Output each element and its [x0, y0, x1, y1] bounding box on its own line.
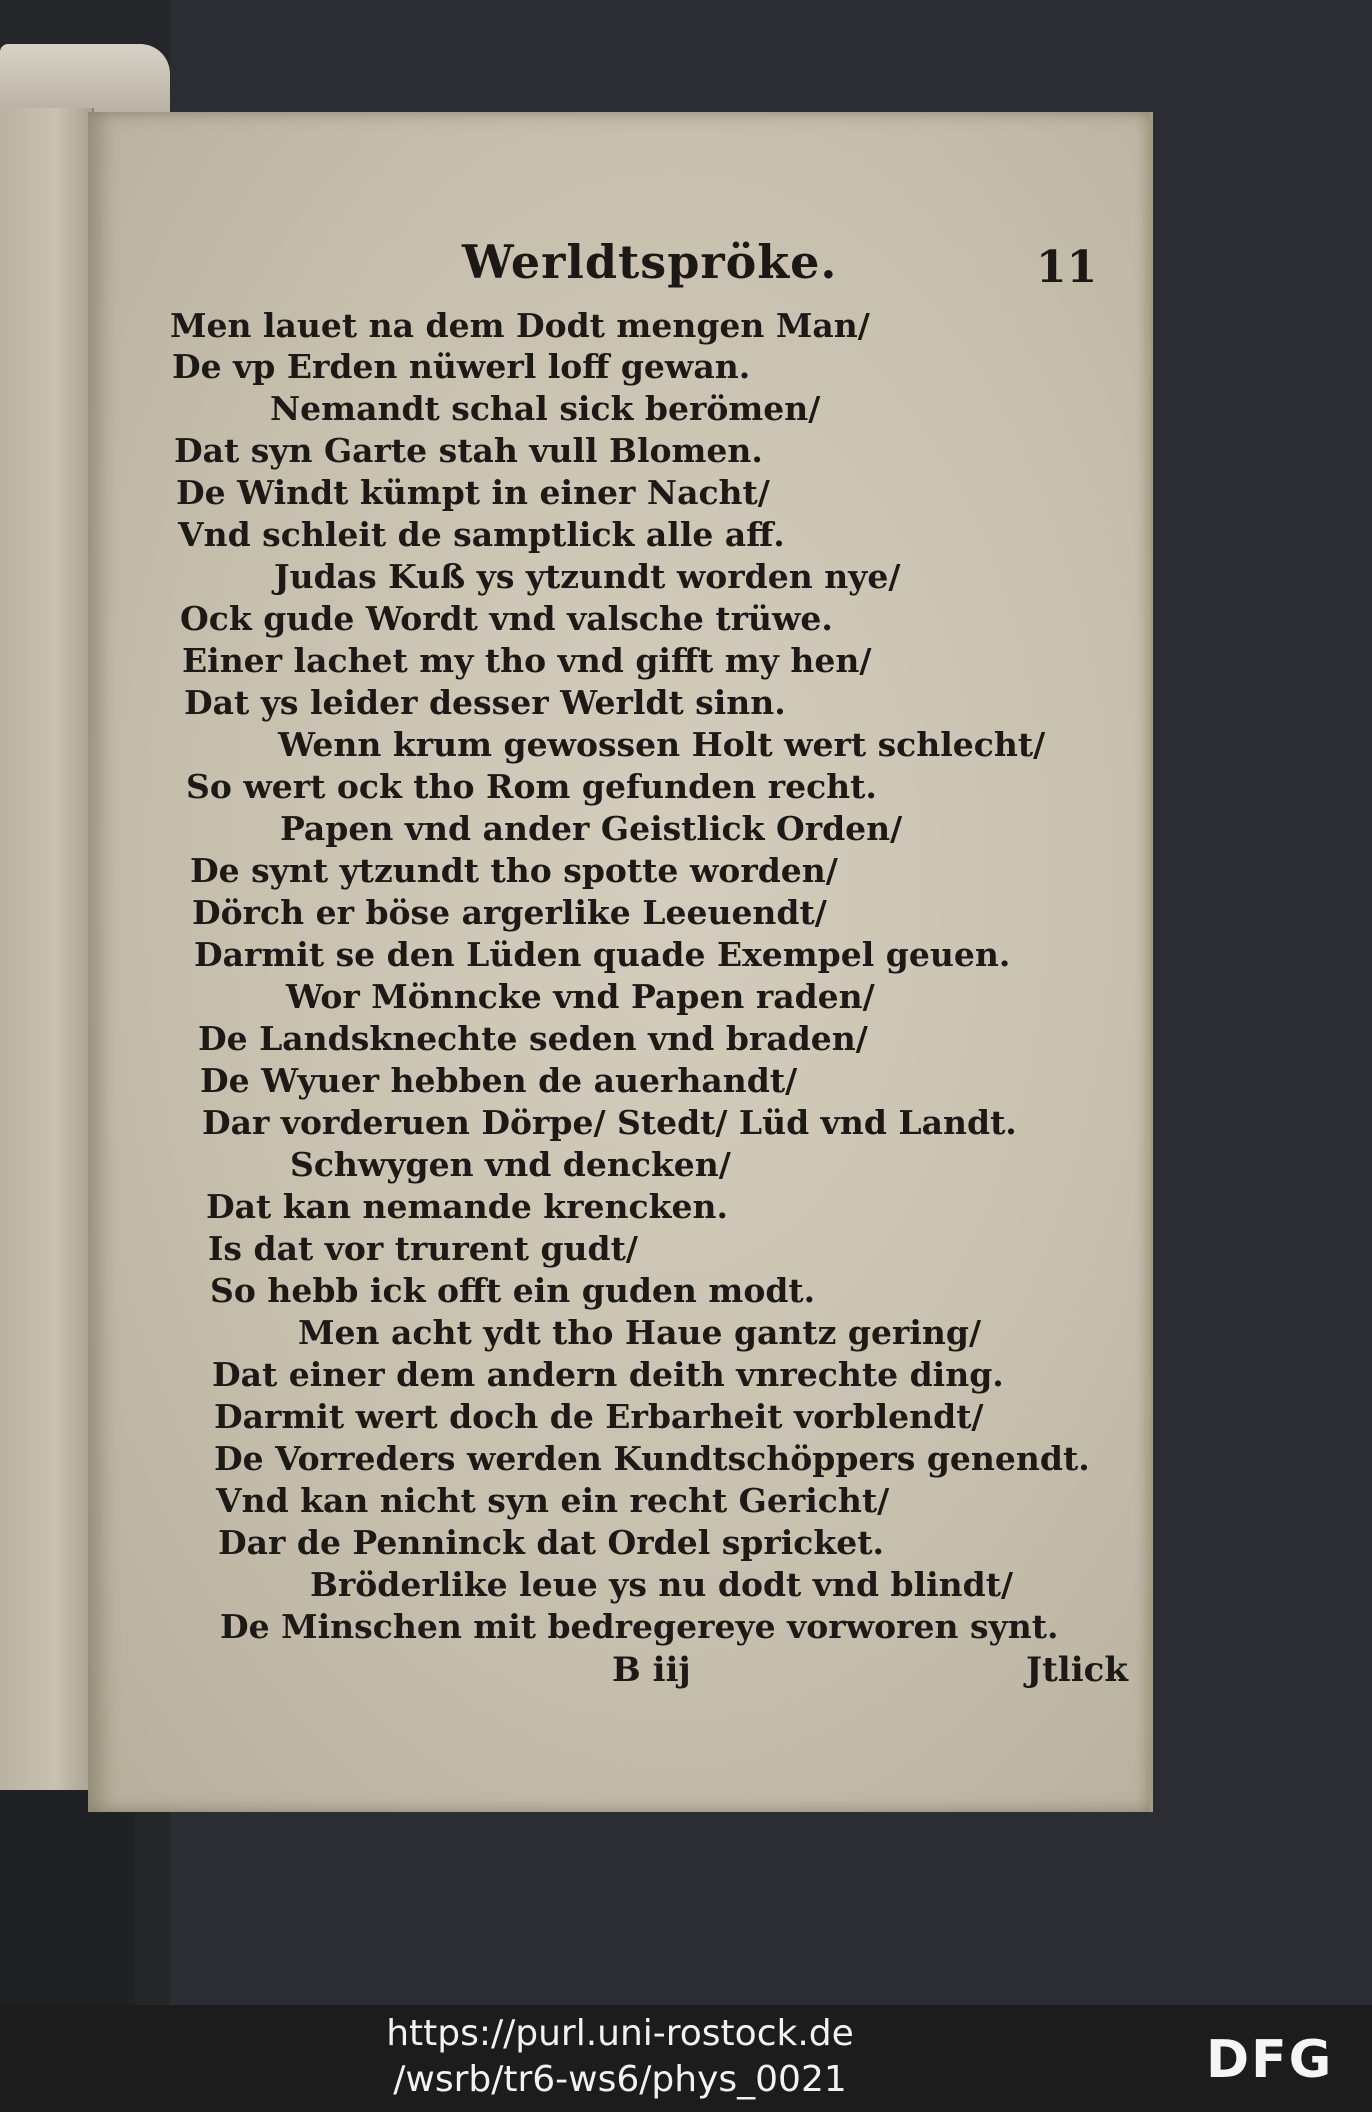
- verse-line: Papen vnd ander Geistlick Orden/: [280, 809, 903, 848]
- verse-line: Dat ys leider desser Werldt sinn.: [184, 683, 786, 722]
- verse-line: Nemandt schal sick berömen/: [270, 389, 821, 428]
- verse-line: Darmit wert doch de Erbarheit vorblendt/: [214, 1397, 984, 1436]
- verse-line: Dörch er böse argerlike Leeuendt/: [192, 893, 827, 932]
- verse-line: De vp Erden nüwerl loff gewan.: [172, 347, 751, 386]
- verse-line: Schwygen vnd dencken/: [290, 1145, 731, 1184]
- verse-line: Is dat vor trurent gudt/: [208, 1229, 638, 1268]
- verse-line: Judas Kuß ys ytzundt worden nye/: [274, 557, 901, 596]
- permalink-line-2[interactable]: /wsrb/tr6-ws6/phys_0021: [393, 2059, 847, 2100]
- verse-line: Darmit se den Lüden quade Exempel geuen.: [194, 935, 1011, 974]
- verse-line: Dar de Penninck dat Ordel spricket.: [218, 1523, 884, 1562]
- verse-line: Dat kan nemande krencken.: [206, 1187, 728, 1226]
- catchword: Jtlick: [1026, 1650, 1128, 1690]
- verse-line: Ock gude Wordt vnd valsche trüwe.: [180, 599, 833, 638]
- verse-line: De Landsknechte seden vnd braden/: [198, 1019, 868, 1058]
- signature-mark: B iij: [612, 1650, 691, 1690]
- verse-line: Dar vorderuen Dörpe/ Stedt/ Lüd vnd Landt.: [202, 1103, 1017, 1142]
- verse-line: De Vorreders werden Kundtschöppers genendt.: [214, 1439, 1090, 1478]
- verse-line: Vnd schleit de samptlick alle aff.: [178, 515, 785, 554]
- verse-line: De Windt kümpt in einer Nacht/: [176, 473, 770, 512]
- verse-line: Dat einer dem andern deith vnrechte ding.: [212, 1355, 1004, 1394]
- verse-line: De synt ytzundt tho spotte worden/: [190, 851, 838, 890]
- running-header: Werldtspröke.: [462, 235, 838, 289]
- verse-line: Vnd kan nicht syn ein recht Gericht/: [216, 1481, 890, 1520]
- verse-line: So wert ock tho Rom gefunden recht.: [186, 767, 877, 806]
- verse-line: Bröderlike leue ys nu dodt vnd blindt/: [310, 1565, 1014, 1604]
- verse-line: Wenn krum gewossen Holt wert schlecht/: [278, 725, 1046, 764]
- verse-line: Einer lachet my tho vnd gifft my hen/: [182, 641, 872, 680]
- verse-line: Wor Mönncke vnd Papen raden/: [286, 977, 875, 1016]
- permalink-line-1[interactable]: https://purl.uni-rostock.de: [386, 2013, 854, 2054]
- verse-line: De Wyuer hebben de auerhandt/: [200, 1061, 798, 1100]
- verse-line: Men acht ydt tho Haue gantz gering/: [298, 1313, 981, 1352]
- verse-line: Dat syn Garte stah vull Blomen.: [174, 431, 763, 470]
- verse-line: De Minschen mit bedregereye vorworen synt.: [220, 1607, 1059, 1646]
- verse-line: Men lauet na dem Dodt mengen Man/: [170, 306, 870, 345]
- verse-line: So hebb ick offt ein guden modt.: [210, 1271, 816, 1310]
- dfg-logo: DFG: [1206, 2030, 1334, 2090]
- page-number: 11: [1036, 242, 1098, 293]
